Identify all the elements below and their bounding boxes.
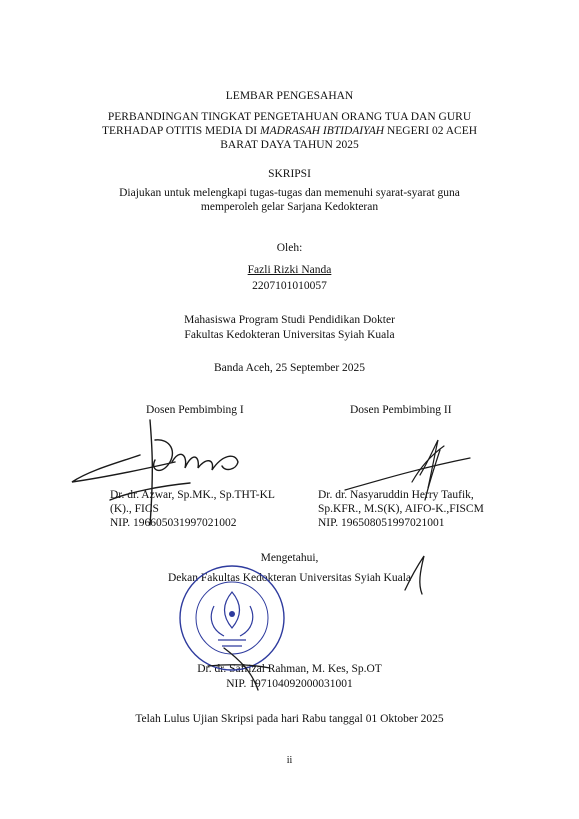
page-number: ii: [286, 755, 293, 766]
title-line-2-start: TERHADAP OTITIS MEDIA DI: [101, 125, 260, 137]
purpose-line-2: memperoleh gelar Sarjana Kedokteran: [200, 201, 379, 213]
purpose-statement: [90, 186, 489, 214]
supervisor-1-nip: NIP. 196605031997021002: [110, 517, 237, 529]
supervisor-1-role: Dosen Pembimbing I: [146, 404, 244, 416]
title-line-1: PERBANDINGAN TINGKAT PENGETAHUAN ORANG TUA DAN GURU: [107, 111, 472, 123]
supervisor-1-block: [110, 488, 290, 530]
supervisor-2-block: [318, 488, 523, 530]
page-heading: LEMBAR PENGESAHAN: [225, 90, 354, 102]
place-date: Banda Aceh, 25 September 2025: [213, 362, 366, 374]
title-line-2: [85, 124, 494, 138]
supervisor-2-name: Dr. dr. Nasyaruddin Herry Taufik,: [318, 489, 474, 501]
author-name: [0, 263, 579, 277]
purpose-line-1: Diajukan untuk melengkapi tugas-tugas dan memenuhi syarat-syarat guna: [119, 187, 460, 199]
by-label: Oleh:: [276, 242, 303, 254]
dean-name: Dr. dr. Safrizal Rahman, M. Kes, Sp.OT: [197, 663, 382, 675]
exam-statement: Telah Lulus Ujian Skripsi pada hari Rabu tanggal 01 Oktober 2025: [135, 713, 444, 725]
faculty-name: Fakultas Kedokteran Universitas Syiah Kuala: [184, 329, 395, 341]
dean-nip: NIP. 197104092000031001: [226, 678, 353, 690]
author-nim: 2207101010057: [252, 280, 327, 292]
title-line-2-end: NEGERI 02 ACEH: [384, 125, 478, 137]
author-name-text: Fazli Rizki Nanda: [247, 264, 332, 276]
supervisor-1-name: Dr. dr. Azwar, Sp.MK., Sp.THT-KL: [110, 489, 275, 501]
acknowledged-label: Mengetahui,: [260, 552, 319, 564]
supervisor-2-role: Dosen Pembimbing II: [350, 404, 452, 416]
title-line-3: BARAT DAYA TAHUN 2025: [220, 139, 359, 151]
dean-title: Dekan Fakultas Kedokteran Universitas Syiah Kuala: [167, 572, 412, 584]
supervisor-2-nip: NIP. 196508051997021001: [318, 517, 445, 529]
document-type: SKRIPSI: [268, 168, 311, 180]
title-line-2-italic: MADRASAH IBTIDAIYAH: [259, 125, 385, 137]
supervisor-1-credentials: (K)., FICS: [110, 503, 159, 515]
study-program: Mahasiswa Program Studi Pendidikan Dokter: [184, 314, 395, 326]
thesis-title: [85, 110, 494, 152]
supervisor-2-credentials: Sp.KFR., M.S(K), AIFO-K.,FISCM: [318, 503, 484, 515]
